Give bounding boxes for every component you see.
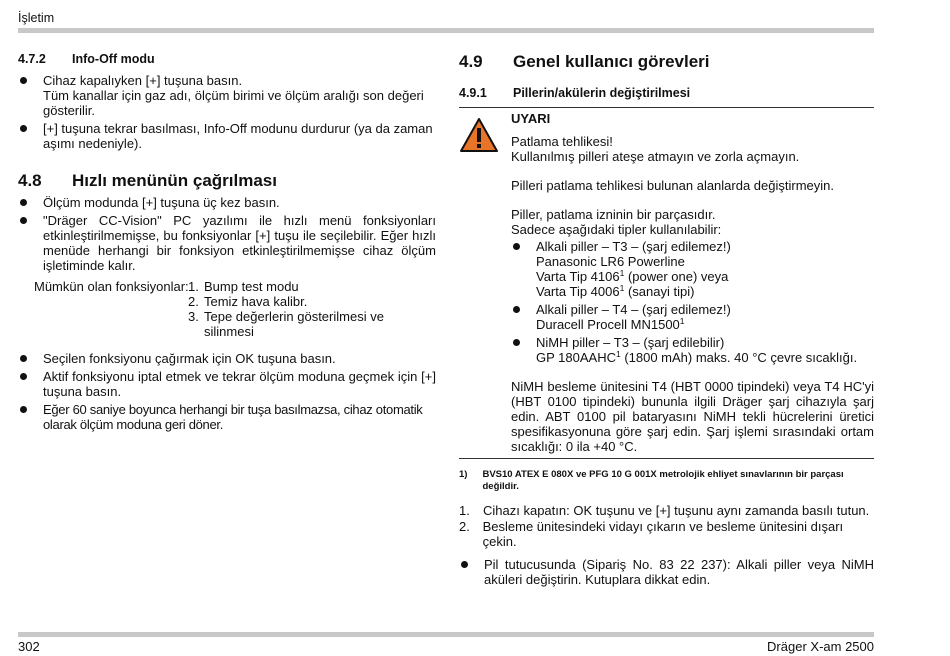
footnote-mark: 1 [615, 349, 621, 359]
functions-list [188, 279, 414, 339]
step-item: 1. Cihazı kapatın: OK tuşunu ve [+] tuşunu aynı zamanda basılı tutun. [459, 503, 870, 518]
footnote [459, 469, 874, 493]
heading-title: Genel kullanıcı görevleri [513, 52, 710, 71]
footnote-mark: 1 [679, 316, 685, 326]
footnote-mark: 1 [619, 283, 625, 293]
heading-4-7-2 [18, 52, 436, 67]
heading-4-8 [18, 171, 436, 191]
heading-4-9-1 [459, 86, 874, 101]
function-item: 2. Temiz hava kalibr. [188, 294, 308, 309]
warning-box [459, 107, 874, 459]
battery-types-list [511, 239, 874, 365]
list-item: Cihaz kapalıyken [+] tuşuna basın. Tüm kanallar için gaz adı, ölçüm birimi ve ölçüm aralığı son değeri gösterilir. [18, 73, 436, 118]
heading-4-9 [459, 52, 874, 72]
list-item: Aktif fonksiyonu iptal etmek ve tekrar ölçüm moduna geçmek için [+] tuşuna basın. [18, 369, 436, 399]
function-item: 1. Bump test modu [188, 279, 299, 294]
running-header: İşletim [18, 11, 55, 25]
function-item: 3. Tepe değerlerin gösterilmesi ve silinmesi [188, 309, 384, 339]
footer-rule [18, 632, 874, 637]
functions-label: Mümkün olan fonksiyonlar: [34, 279, 189, 294]
heading-number: 4.9.1 [459, 86, 487, 100]
steps-list [459, 503, 874, 549]
warning-paragraph: NiMH besleme ünitesini T4 (HBT 0000 tipindeki) veya T4 HC'yi (HBT 0100 tipindeki) bununla ilgili Dräger şarj cihazıyla şarj edin. ABT 0100 pil bataryasını NiMH tekli hücrelerini üretici spesifikasyonuna göre şarj edin. Şarj işlemi sırasındaki ortam sıcaklığı: 0 ila +40 °C. [511, 379, 874, 454]
warning-paragraph: Piller, patlama izninin bir parçasıdır. Sadece aşağıdaki tipler kullanılabilir: [511, 207, 722, 237]
list-item: Ölçüm modunda [+] tuşuna üç kez basın. [18, 195, 436, 210]
heading-number: 4.9 [459, 52, 483, 71]
list-item: NiMH piller – T3 – (şarj edilebilir) GP 180AAHC$^1$ (1800 mAh) maks. 40 °C çevre sıcaklığı. [511, 335, 874, 365]
list-item: Alkali piller – T4 – (şarj edilemez!) Duracell Procell MN1500$^1$ [511, 302, 874, 332]
heading-title: Info-Off modu [72, 52, 155, 66]
quick-menu-functions [34, 279, 436, 339]
bullet-list [18, 195, 436, 273]
bullet-list [18, 351, 436, 432]
page-number: 302 [18, 639, 40, 654]
right-column [459, 52, 874, 590]
footnote-text: BVS10 ATEX E 080X ve PFG 10 G 001X metrolojik ehliyet sınavlarının bir parçası değildir. [482, 469, 844, 492]
warning-triangle-icon [459, 117, 499, 153]
step-item: 2. Besleme ünitesindeki vidayı çıkarın ve besleme ünitesini dışarı çekin. [459, 519, 844, 549]
bullet-list [18, 73, 436, 151]
product-name: Dräger X-am 2500 [767, 639, 874, 654]
heading-number: 4.7.2 [18, 52, 46, 66]
warning-paragraph: Patlama tehlikesi! Kullanılmış pilleri ateşe atmayın ve zorla açmayın. [511, 134, 800, 164]
warning-paragraph: Pilleri patlama tehlikesi bulunan alanlarda değiştirmeyin. [511, 178, 835, 193]
footnote-mark: 1 [619, 268, 625, 278]
list-item: "Dräger CC-Vision" PC yazılımı ile hızlı menü fonksiyonları etkinleştirilmemişse, bu fonksiyonlar [+] tuşu ile seçilebilir. Eğer hızlı menüde herhangi bir fonksiyon etkinleştirilmemişse cihaz ölçüm işletiminde kalır. [18, 213, 436, 273]
heading-number: 4.8 [18, 171, 42, 190]
heading-title: Hızlı menünün çağrılması [72, 171, 277, 190]
list-item: [+] tuşuna tekrar basılması, Info-Off modunu durdurur (ya da zaman aşımı nedeniyle). [18, 121, 436, 151]
list-item: Pil tutucusunda (Sipariş No. 83 22 237): Alkali piller veya NiMH aküleri değiştirin. Kutuplara dikkat edin. [459, 557, 874, 587]
header-rule [18, 28, 874, 33]
list-item: Eğer 60 saniye boyunca herhangi bir tuşa basılmazsa, cihaz otomatik olarak ölçüm moduna geri döner. [18, 402, 436, 432]
footnote-number: 1) [459, 469, 468, 480]
left-column [18, 52, 436, 435]
heading-title: Pillerin/akülerin değiştirilmesi [513, 86, 691, 100]
warning-title: UYARI [511, 111, 551, 126]
list-item: Alkali piller – T3 – (şarj edilemez!) Panasonic LR6 Powerline Varta Tip 4106$^1$ (power one) veya Varta Tip 4006$^1$ (sanayi tipi) [511, 239, 874, 299]
bullet-list [459, 557, 874, 587]
list-item: Seçilen fonksiyonu çağırmak için OK tuşuna basın. [18, 351, 436, 366]
